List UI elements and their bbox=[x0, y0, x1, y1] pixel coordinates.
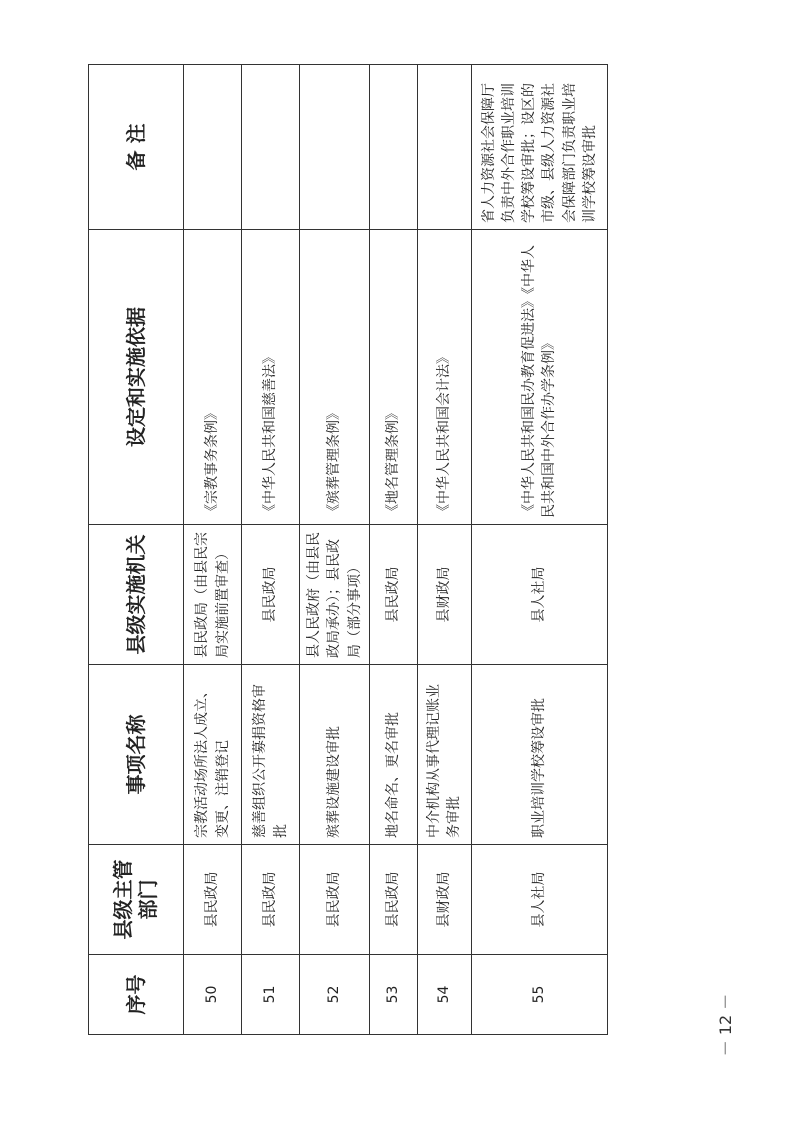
cell-seq: 53 bbox=[369, 955, 417, 1035]
cell-agency: 县人民政府（由县民政局承办）；县民政局（部分事项） bbox=[300, 525, 370, 665]
cell-agency: 县民政局（由县民宗局实施前置审查） bbox=[184, 525, 242, 665]
items-table bbox=[88, 64, 608, 1035]
cell-seq: 55 bbox=[471, 955, 607, 1035]
cell-basis: 《宗教事务条例》 bbox=[184, 230, 242, 525]
table-row bbox=[300, 65, 370, 1035]
cell-dept: 县财政局 bbox=[417, 845, 471, 955]
cell-seq: 54 bbox=[417, 955, 471, 1035]
cell-seq: 51 bbox=[242, 955, 300, 1035]
cell-note bbox=[184, 65, 242, 230]
cell-item: 宗教活动场所法人成立、变更、注销登记 bbox=[184, 665, 242, 845]
cell-dept: 县人社局 bbox=[471, 845, 607, 955]
cell-seq: 52 bbox=[300, 955, 370, 1035]
cell-basis: 《地名管理条例》 bbox=[369, 230, 417, 525]
cell-basis: 《中华人民共和国民办教育促进法》《中华人民共和国中外合作办学条例》 bbox=[471, 230, 607, 525]
cell-item: 中介机构从事代理记账业务审批 bbox=[417, 665, 471, 845]
header-agency: 县级实施机关 bbox=[89, 525, 184, 665]
header-note: 备 注 bbox=[89, 65, 184, 230]
cell-note bbox=[300, 65, 370, 230]
cell-basis: 《殡葬管理条例》 bbox=[300, 230, 370, 525]
cell-item: 殡葬设施建设审批 bbox=[300, 665, 370, 845]
cell-dept: 县民政局 bbox=[300, 845, 370, 955]
table-row bbox=[471, 65, 607, 1035]
cell-item: 职业培训学校筹设审批 bbox=[471, 665, 607, 845]
cell-seq: 50 bbox=[184, 955, 242, 1035]
cell-agency: 县民政局 bbox=[242, 525, 300, 665]
cell-dept: 县民政局 bbox=[242, 845, 300, 955]
cell-note bbox=[242, 65, 300, 230]
table-row bbox=[369, 65, 417, 1035]
page-number: － 12 － bbox=[715, 993, 735, 1057]
rotated-table-container bbox=[88, 65, 608, 1035]
header-basis: 设定和实施依据 bbox=[89, 230, 184, 525]
header-item: 事项名称 bbox=[89, 665, 184, 845]
cell-dept: 县民政局 bbox=[184, 845, 242, 955]
table-row bbox=[184, 65, 242, 1035]
cell-basis: 《中华人民共和国慈善法》 bbox=[242, 230, 300, 525]
cell-agency: 县民政局 bbox=[369, 525, 417, 665]
cell-item: 地名命名、更名审批 bbox=[369, 665, 417, 845]
cell-note: 省人力资源社会保障厅负责中外合作职业培训学校筹设审批；设区的市级、县级人力资源社会保障部门负责职业培训学校筹设审批 bbox=[471, 65, 607, 230]
cell-note bbox=[417, 65, 471, 230]
table-row bbox=[242, 65, 300, 1035]
cell-note bbox=[369, 65, 417, 230]
header-dept: 县级主管部门 bbox=[89, 845, 184, 955]
table-row bbox=[417, 65, 471, 1035]
header-seq: 序号 bbox=[89, 955, 184, 1035]
table-header-row bbox=[89, 65, 184, 1035]
cell-agency: 县财政局 bbox=[417, 525, 471, 665]
cell-item: 慈善组织公开募捐资格审批 bbox=[242, 665, 300, 845]
cell-dept: 县民政局 bbox=[369, 845, 417, 955]
cell-basis: 《中华人民共和国会计法》 bbox=[417, 230, 471, 525]
cell-agency: 县人社局 bbox=[471, 525, 607, 665]
